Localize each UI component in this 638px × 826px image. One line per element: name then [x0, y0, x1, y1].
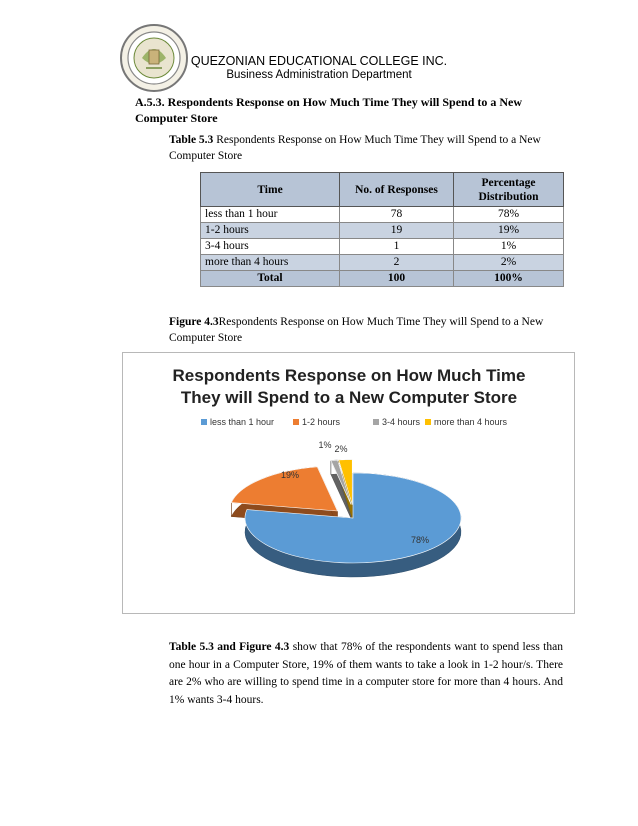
table-row — [201, 223, 564, 239]
cell-time: less than 1 hour — [201, 207, 340, 223]
data-label: 1% — [318, 440, 332, 450]
total-label: Total — [201, 271, 340, 287]
table-header-row — [201, 173, 564, 207]
table-row — [201, 207, 564, 223]
cell-responses: 19 — [340, 223, 454, 239]
legend-swatch — [293, 419, 299, 425]
table-caption — [169, 132, 569, 164]
table-caption-text: Respondents Response on How Much Time They will Spend to a New Computer Store — [169, 134, 541, 162]
cell-responses: 78 — [340, 207, 454, 223]
data-label: 78% — [410, 535, 430, 545]
section-title: A.5.3. Respondents Response on How Much Time They will Spend to a New Computer Store — [135, 95, 523, 125]
paragraph-lead: Table 5.3 and Figure 4.3 — [169, 641, 290, 653]
table-caption-label: Table 5.3 — [169, 134, 214, 146]
cell-time: more than 4 hours — [201, 255, 340, 271]
cell-percentage: 78% — [454, 207, 564, 223]
institution-name: QUEZONIAN EDUCATIONAL COLLEGE INC. — [190, 54, 448, 68]
department-name: Business Administration Department — [226, 69, 412, 81]
legend-swatch — [201, 419, 207, 425]
paragraph-text: show that 78% of the respondents want to spend less than one hour in a Computer Store, 19% of them wants to take a look in 1-2 hour/s. There are 2% who are willing to spend time in a computer store for more than 4 hours. And 1% wants 3-4 hours. — [169, 641, 563, 706]
total-percentage: 100% — [454, 271, 564, 287]
legend-entry: less than 1 hour — [210, 417, 275, 427]
legend-swatch — [425, 419, 431, 425]
chart-legend — [201, 417, 508, 427]
cell-percentage: 19% — [454, 223, 564, 239]
cell-time: 3-4 hours — [201, 239, 340, 255]
figure-caption — [169, 314, 569, 346]
header-time: Time — [201, 173, 340, 207]
cell-time: 1-2 hours — [201, 223, 340, 239]
chart-title-line1: Respondents Response on How Much Time — [172, 366, 526, 385]
table-row — [201, 255, 564, 271]
chart-container — [122, 352, 575, 614]
chart-title-line2: They will Spend to a New Computer Store — [180, 388, 518, 407]
pie-slices — [231, 460, 461, 577]
data-label: 2% — [334, 444, 348, 454]
data-label: 19% — [280, 470, 300, 480]
total-responses: 100 — [340, 271, 454, 287]
pie-chart — [123, 353, 574, 613]
figure-caption-text: Respondents Response on How Much Time They will Spend to a New Computer Store — [169, 316, 544, 344]
data-table — [200, 172, 564, 287]
cell-responses: 2 — [340, 255, 454, 271]
legend-entry: more than 4 hours — [434, 417, 508, 427]
legend-swatch — [373, 419, 379, 425]
cell-percentage: 2% — [454, 255, 564, 271]
table-total-row — [201, 271, 564, 287]
discussion-paragraph — [169, 639, 563, 709]
legend-entry: 3-4 hours — [382, 417, 421, 427]
legend-entry: 1-2 hours — [302, 417, 341, 427]
figure-caption-label: Figure 4.3 — [169, 316, 219, 328]
cell-responses: 1 — [340, 239, 454, 255]
table-row — [201, 239, 564, 255]
header-percentage: Percentage Distribution — [454, 173, 564, 207]
cell-percentage: 1% — [454, 239, 564, 255]
header-responses: No. of Responses — [340, 173, 454, 207]
